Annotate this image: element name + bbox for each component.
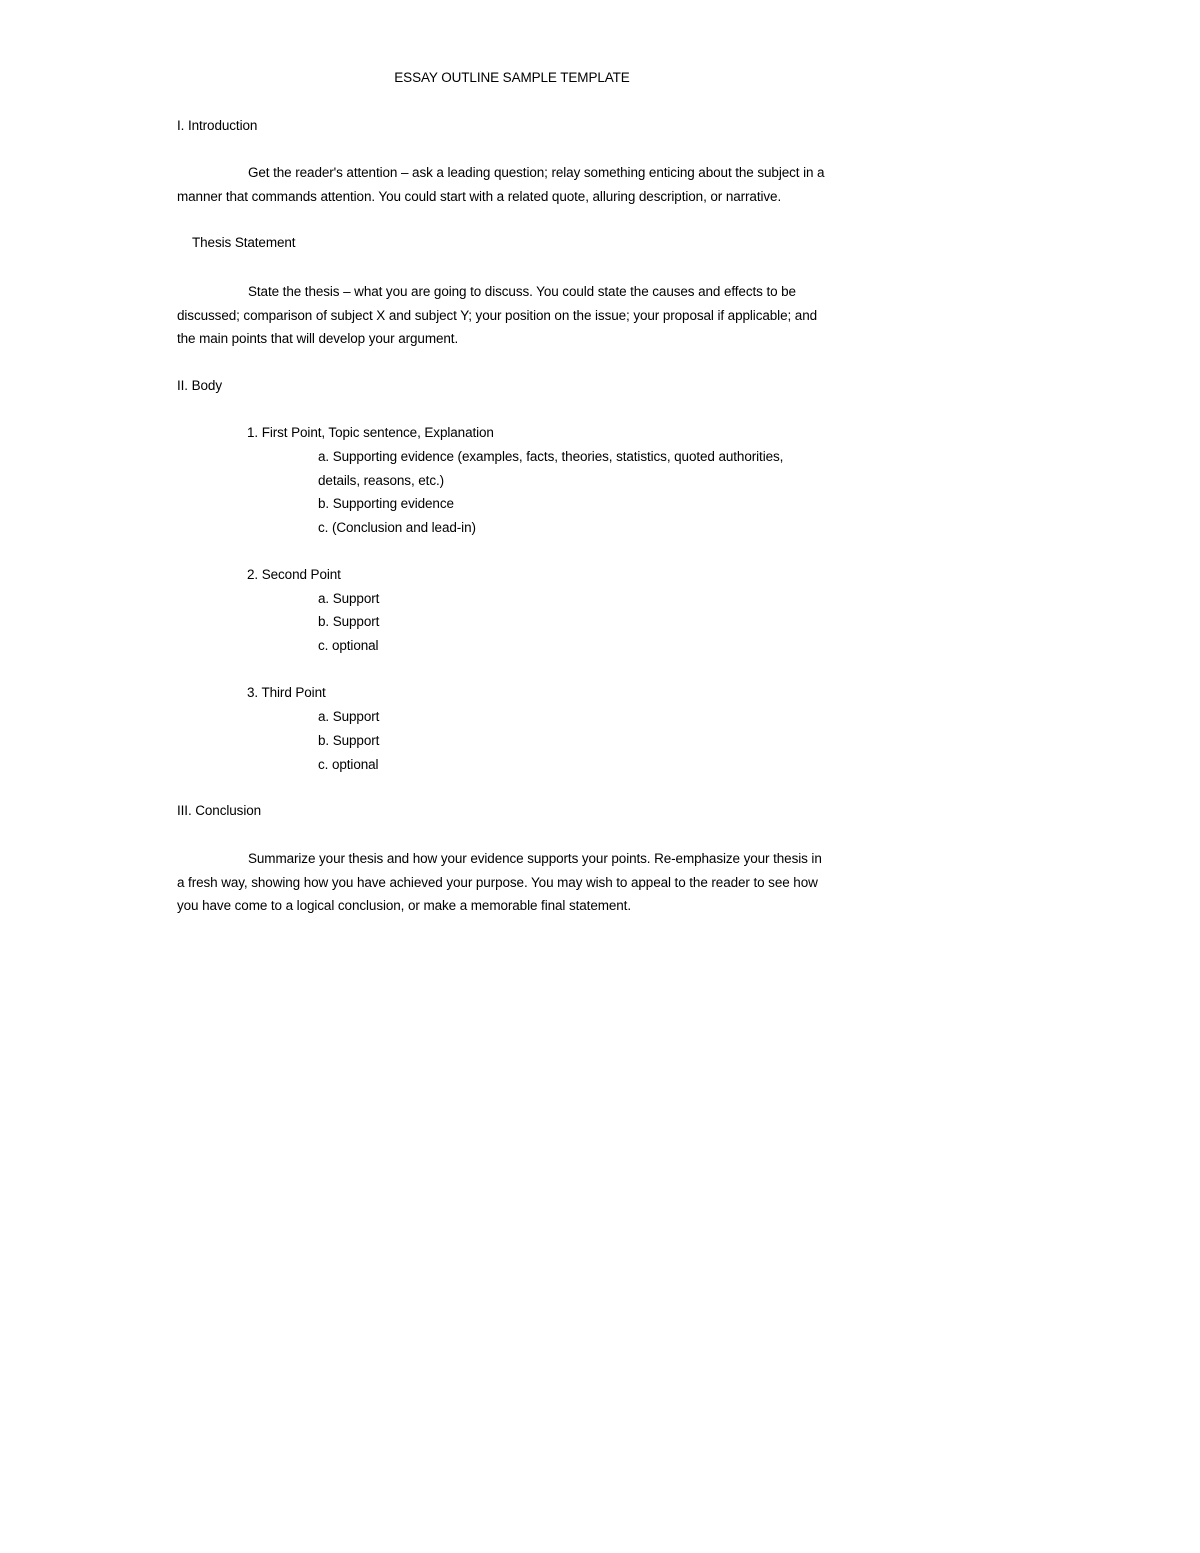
- body-point-label: 2. Second Point: [247, 567, 341, 582]
- body-point-label: 1. First Point, Topic sentence, Explanation: [247, 425, 494, 440]
- body-point-item: b. Supporting evidence: [318, 496, 454, 511]
- body-point-item: b. Support: [318, 733, 380, 748]
- thesis-text-line: the main points that will develop your argument.: [177, 331, 459, 346]
- conclusion-text-line: you have come to a logical conclusion, or make a memorable final statement.: [177, 898, 631, 913]
- body-point-item: details, reasons, etc.): [318, 473, 445, 488]
- body-point-label: 3. Third Point: [247, 685, 326, 700]
- thesis-heading: Thesis Statement: [192, 235, 296, 250]
- conclusion-heading: III. Conclusion: [177, 803, 262, 818]
- body-point-item: a. Supporting evidence (examples, facts, theories, statistics, quoted authorities,: [318, 449, 784, 464]
- body-point-item: b. Support: [318, 614, 380, 629]
- document-title: ESSAY OUTLINE SAMPLE TEMPLATE: [394, 70, 630, 85]
- body-point-item: c. (Conclusion and lead-in): [318, 520, 476, 535]
- conclusion-text-line: a fresh way, showing how you have achieved your purpose. You may wish to appeal to the reader to see how: [177, 875, 818, 890]
- body-point-item: a. Support: [318, 709, 380, 724]
- thesis-text-line: discussed; comparison of subject X and subject Y; your position on the issue; your proposal if applicable; and: [177, 308, 818, 323]
- body-point-item: c. optional: [318, 757, 379, 772]
- introduction-text-line: Get the reader's attention – ask a leading question; relay something enticing about the subject in a: [248, 165, 825, 180]
- body-point-item: a. Support: [318, 591, 380, 606]
- introduction-text-line: manner that commands attention. You could start with a related quote, alluring description, or narrative.: [177, 189, 782, 204]
- introduction-heading: I. Introduction: [177, 118, 258, 133]
- body-point-item: c. optional: [318, 638, 379, 653]
- body-heading: II. Body: [177, 378, 222, 393]
- thesis-text-line: State the thesis – what you are going to discuss. You could state the causes and effects to be: [248, 284, 796, 299]
- conclusion-text-line: Summarize your thesis and how your evidence supports your points. Re-emphasize your thesis in: [248, 851, 822, 866]
